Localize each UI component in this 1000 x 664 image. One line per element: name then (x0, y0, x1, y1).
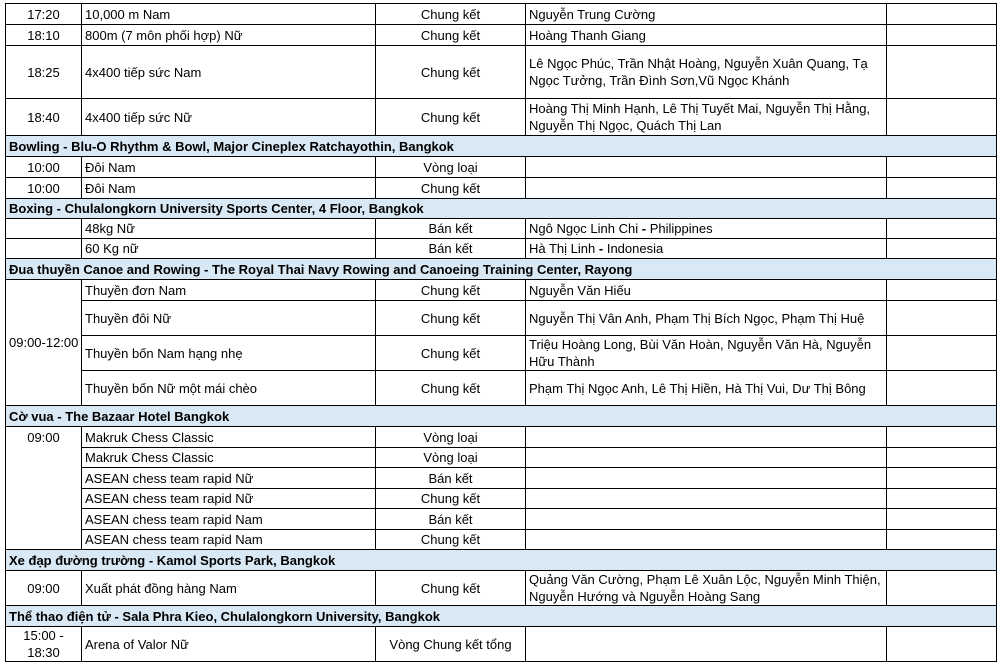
round-cell: Bán kết (376, 239, 526, 259)
empty-cell (887, 627, 997, 662)
round-cell: Chung kết (376, 571, 526, 606)
round-cell: Chung kết (376, 99, 526, 136)
athletes-cell: Hoàng Thanh Giang (526, 25, 887, 46)
table-row (6, 99, 997, 136)
table-row (6, 219, 997, 239)
athletes-cell (526, 489, 887, 509)
athletes-cell: Quảng Văn Cường, Phạm Lê Xuân Lộc, Nguyễn Minh Thiện, Nguyễn Hướng và Nguyễn Hoàng Sang (526, 571, 887, 606)
round-cell: Chung kết (376, 336, 526, 371)
athletes-cell: Nguyễn Trung Cường (526, 4, 887, 25)
empty-cell (887, 371, 997, 406)
section-header-rowing (6, 259, 997, 280)
time-cell: 09:00-12:00 (6, 280, 82, 406)
event-cell: 4x400 tiếp sức Nam (82, 46, 376, 99)
event-cell: Thuyền đơn Nam (82, 280, 376, 301)
time-cell (6, 509, 82, 530)
table-row (6, 25, 997, 46)
empty-cell (887, 427, 997, 448)
event-cell: ASEAN chess team rapid Nữ (82, 468, 376, 489)
opponent-country: Indonesia (606, 241, 664, 256)
round-cell: Chung kết (376, 489, 526, 509)
empty-cell (887, 489, 997, 509)
table-row (6, 46, 997, 99)
time-cell: 09:00 (6, 571, 82, 606)
athletes-cell (526, 468, 887, 489)
round-cell: Vòng loại (376, 427, 526, 448)
athletes-cell: Nguyễn Thị Vân Anh, Phạm Thị Bích Ngọc, Phạm Thị Huệ (526, 301, 887, 336)
section-title: Bowling - Blu-O Rhythm & Bowl, Major Cineplex Ratchayothin, Bangkok (6, 136, 997, 157)
event-cell: 48kg Nữ (82, 219, 376, 239)
round-cell: Chung kết (376, 301, 526, 336)
athletes-cell: Triệu Hoàng Long, Bùi Văn Hoàn, Nguyễn Văn Hà, Nguyễn Hữu Thành (526, 336, 887, 371)
table-row (6, 301, 997, 336)
athletes-cell: Lê Ngọc Phúc, Trần Nhật Hoàng, Nguyễn Xuân Quang, Tạ Ngọc Tưởng, Trần Đình Sơn,Vũ Ngọc Khánh (526, 46, 887, 99)
table-row (6, 571, 997, 606)
empty-cell (887, 46, 997, 99)
round-cell: Vòng loại (376, 448, 526, 468)
section-title: Cờ vua - The Bazaar Hotel Bangkok (6, 406, 997, 427)
athletes-cell: Hà Thị Linh - Indonesia (526, 239, 887, 259)
empty-cell (887, 301, 997, 336)
round-cell: Bán kết (376, 509, 526, 530)
event-cell: Thuyền bốn Nữ một mái chèo (82, 371, 376, 406)
athletes-cell (526, 157, 887, 178)
time-cell: 10:00 (6, 178, 82, 199)
empty-cell (887, 530, 997, 550)
event-cell: Makruk Chess Classic (82, 448, 376, 468)
round-cell: Chung kết (376, 46, 526, 99)
time-cell (6, 468, 82, 489)
athletes-cell (526, 178, 887, 199)
round-cell: Chung kết (376, 280, 526, 301)
section-header-esports (6, 606, 997, 627)
empty-cell (887, 468, 997, 489)
empty-cell (887, 99, 997, 136)
table-row (6, 448, 997, 468)
athletes-cell (526, 448, 887, 468)
event-cell: ASEAN chess team rapid Nam (82, 530, 376, 550)
athletes-cell (526, 530, 887, 550)
event-cell: Đôi Nam (82, 178, 376, 199)
event-cell: Makruk Chess Classic (82, 427, 376, 448)
table-row (6, 627, 997, 662)
time-cell: 18:25 (6, 46, 82, 99)
event-cell: Thuyền bốn Nam hạng nhẹ (82, 336, 376, 371)
athletes-cell (526, 427, 887, 448)
empty-cell (887, 280, 997, 301)
section-title: Xe đạp đường trường - Kamol Sports Park, Bangkok (6, 550, 997, 571)
athletes-cell: Hoàng Thị Minh Hạnh, Lê Thị Tuyết Mai, Nguyễn Thị Hằng, Nguyễn Thị Ngọc, Quách Thị Lan (526, 99, 887, 136)
round-cell: Chung kết (376, 4, 526, 25)
round-cell: Chung kết (376, 25, 526, 46)
opponent-country: Philippines (649, 221, 713, 236)
section-header-boxing (6, 199, 997, 219)
empty-cell (887, 239, 997, 259)
time-cell: 17:20 (6, 4, 82, 25)
table-row (6, 157, 997, 178)
empty-cell (887, 448, 997, 468)
section-title: Boxing - Chulalongkorn University Sports Center, 4 Floor, Bangkok (6, 199, 997, 219)
round-cell: Chung kết (376, 530, 526, 550)
athletes-cell: Phạm Thị Ngọc Anh, Lê Thị Hiền, Hà Thị Vui, Dư Thị Bông (526, 371, 887, 406)
empty-cell (887, 4, 997, 25)
event-cell: Xuất phát đồng hàng Nam (82, 571, 376, 606)
section-header-bowling (6, 136, 997, 157)
empty-cell (887, 509, 997, 530)
empty-cell (887, 157, 997, 178)
round-cell: Vòng loại (376, 157, 526, 178)
athletes-cell: Ngô Ngọc Linh Chi - Philippines (526, 219, 887, 239)
schedule-table (5, 3, 997, 662)
athletes-cell (526, 509, 887, 530)
table-row (6, 509, 997, 530)
athlete-name: Hà Thị Linh (529, 241, 596, 256)
table-row (6, 178, 997, 199)
table-row (6, 427, 997, 448)
round-cell: Chung kết (376, 371, 526, 406)
section-header-cycling (6, 550, 997, 571)
table-row (6, 239, 997, 259)
round-cell: Bán kết (376, 468, 526, 489)
time-cell: 09:00 (6, 427, 82, 448)
athlete-name: Ngô Ngọc Linh Chi (529, 221, 639, 236)
time-cell: 15:00 - 18:30 (6, 627, 82, 662)
empty-cell (887, 25, 997, 46)
athletes-cell: Nguyễn Văn Hiếu (526, 280, 887, 301)
event-cell: 10,000 m Nam (82, 4, 376, 25)
athletes-cell (526, 627, 887, 662)
section-title: Thể thao điện tử - Sala Phra Kieo, Chulalongkorn University, Bangkok (6, 606, 997, 627)
time-cell (6, 448, 82, 468)
time-cell (6, 219, 82, 239)
table-row (6, 280, 997, 301)
time-cell: 10:00 (6, 157, 82, 178)
round-cell: Vòng Chung kết tổng (376, 627, 526, 662)
time-cell (6, 239, 82, 259)
event-cell: 800m (7 môn phối hợp) Nữ (82, 25, 376, 46)
time-cell: 18:10 (6, 25, 82, 46)
section-title: Đua thuyền Canoe and Rowing - The Royal Thai Navy Rowing and Canoeing Training Center, Rayong (6, 259, 997, 280)
event-cell: ASEAN chess team rapid Nữ (82, 489, 376, 509)
empty-cell (887, 336, 997, 371)
table-row (6, 371, 997, 406)
table-row (6, 489, 997, 509)
event-cell: 4x400 tiếp sức Nữ (82, 99, 376, 136)
event-cell: Đôi Nam (82, 157, 376, 178)
time-cell (6, 530, 82, 550)
event-cell: ASEAN chess team rapid Nam (82, 509, 376, 530)
table-row (6, 468, 997, 489)
time-cell: 18:40 (6, 99, 82, 136)
time-cell (6, 489, 82, 509)
round-cell: Chung kết (376, 178, 526, 199)
empty-cell (887, 178, 997, 199)
event-cell: Thuyền đôi Nữ (82, 301, 376, 336)
round-cell: Bán kết (376, 219, 526, 239)
event-cell: 60 Kg nữ (82, 239, 376, 259)
table-row (6, 530, 997, 550)
empty-cell (887, 219, 997, 239)
table-row (6, 4, 997, 25)
table-row (6, 336, 997, 371)
event-cell: Arena of Valor Nữ (82, 627, 376, 662)
section-header-chess (6, 406, 997, 427)
empty-cell (887, 571, 997, 606)
